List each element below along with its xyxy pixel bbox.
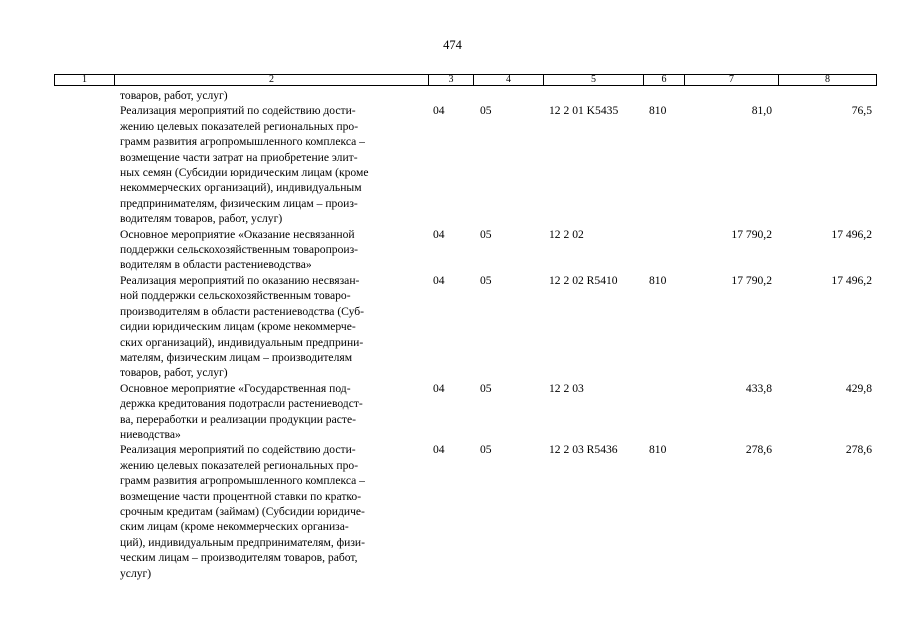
row-amount-col8: 17 496,2 [831, 273, 872, 287]
row-expense-type-code: 810 [649, 273, 667, 287]
row-section-code: 04 [433, 381, 445, 395]
column-header-5: 5 [544, 75, 644, 86]
row-description: товаров, работ, услуг) [120, 89, 228, 102]
column-header-2: 2 [115, 75, 429, 86]
column-header-4: 4 [474, 75, 544, 86]
column-header-3: 3 [429, 75, 474, 86]
row-subsection-code: 05 [480, 227, 492, 241]
row-amount-col7: 433,8 [745, 381, 772, 395]
row-amount-col7: 17 790,2 [731, 227, 772, 241]
row-amount-col8: 17 496,2 [831, 227, 872, 241]
column-header-7: 7 [685, 75, 779, 86]
row-amount-col7: 278,6 [745, 443, 772, 457]
row-subsection-code: 05 [480, 273, 492, 287]
row-section-code: 04 [433, 227, 445, 241]
row-subsection-code: 05 [480, 443, 492, 457]
row-target-article-code: 12 2 02 [549, 227, 584, 241]
row-amount-col7: 17 790,2 [731, 273, 772, 287]
row-section-code: 04 [433, 273, 445, 287]
table-row [0, 381, 905, 443]
table-row [0, 273, 905, 381]
row-section-code: 04 [433, 104, 445, 118]
row-target-article-code: 12 2 03 [549, 381, 584, 395]
row-target-article-code: 12 2 01 K5435 [549, 104, 619, 118]
row-description: Основное мероприятие «Государственная под- держка кредитования подотрасли растениеводст- ва, переработки и реализации продукции расте- ниеводства» [120, 381, 363, 441]
row-amount-col8: 278,6 [845, 443, 872, 457]
row-description: Основное мероприятие «Оказание несвязанной поддержки сельскохозяйственным товаропроиз- водителям в области растениеводства» [120, 227, 359, 272]
row-amount-col8: 429,8 [845, 381, 872, 395]
row-section-code: 04 [433, 443, 445, 457]
row-amount-col8: 76,5 [851, 104, 872, 118]
table-row [0, 227, 905, 273]
table-row [0, 442, 905, 581]
row-description: Реализация мероприятий по содействию дости- жению целевых показателей региональных про- грамм развития агропромышленного комплекса – возмещение части процентной ставки по кратко- срочным кредитам (займам) (Субсидии юридиче- ским лицам (кроме некоммерческих организа- ций), индивидуальным предпринимателям, физи- ческим лицам – производителям товаров, работ, услуг) [120, 443, 365, 580]
column-header-8: 8 [779, 75, 877, 86]
row-amount-col7: 81,0 [751, 104, 772, 118]
row-subsection-code: 05 [480, 381, 492, 395]
column-header-row [55, 75, 877, 86]
row-target-article-code: 12 2 03 R5436 [549, 443, 618, 457]
row-expense-type-code: 810 [649, 104, 667, 118]
column-header-1: 1 [55, 75, 115, 86]
table-row [0, 103, 905, 226]
column-header-6: 6 [644, 75, 685, 86]
row-target-article-code: 12 2 02 R5410 [549, 273, 618, 287]
page-number: 474 [443, 38, 462, 52]
table-body [0, 88, 905, 581]
row-description: Реализация мероприятий по оказанию несвязан- ной поддержки сельскохозяйственным товаро- производителям в области растениеводства (Суб- сидии юридическим лицам (кроме некоммерче- ских организаций), индивидуальным предприни- мателям, физическим лицам – производителям товаров, работ, услуг) [120, 273, 365, 380]
row-subsection-code: 05 [480, 104, 492, 118]
row-expense-type-code: 810 [649, 443, 667, 457]
column-header-table [54, 74, 877, 86]
row-description: Реализация мероприятий по содействию дости- жению целевых показателей региональных про- грамм развития агропромышленного комплекса – возмещение части затрат на приобретение элит- ных семян (Субсидии юридическим лицам (кроме некоммерческих организаций), индивидуальным предпринимателям, физическим лицам – произ- водителям товаров, работ, услуг) [120, 104, 369, 226]
table-row [0, 88, 905, 103]
